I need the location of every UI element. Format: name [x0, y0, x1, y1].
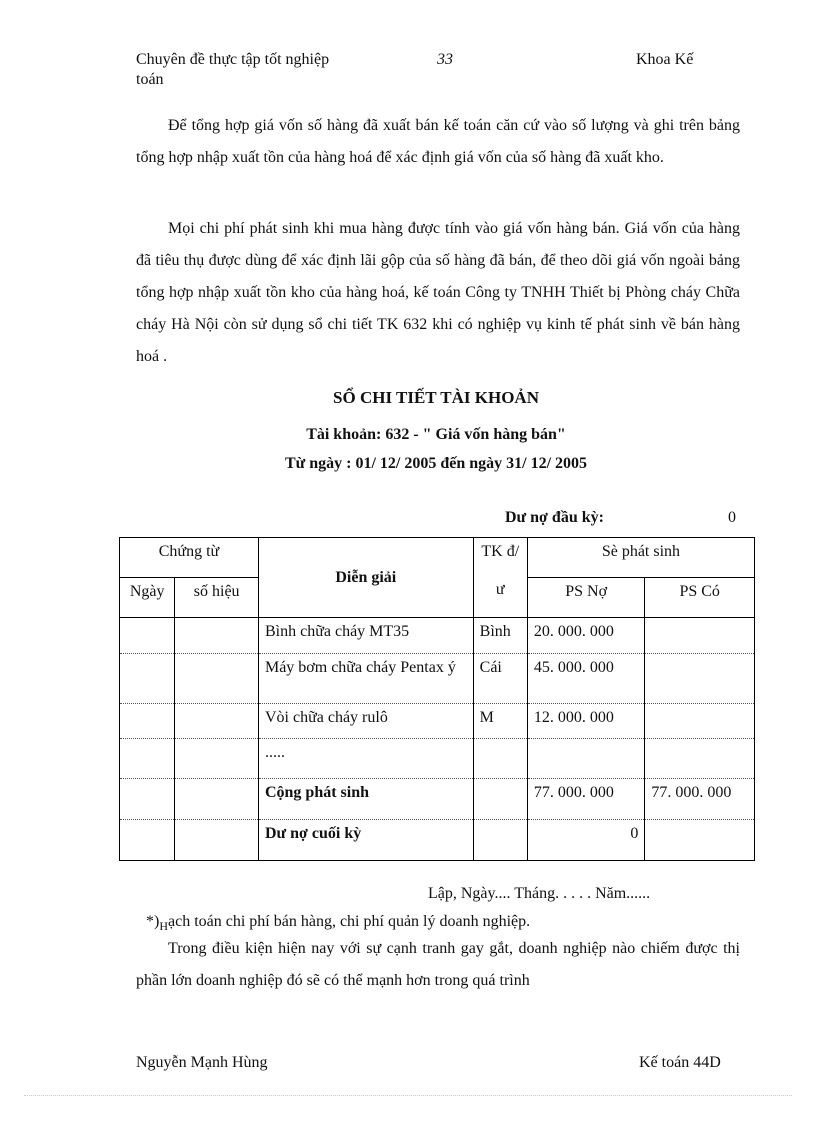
- row-account: M: [473, 704, 527, 739]
- row-description: Máy bơm chữa cháy Pentax ý: [258, 654, 473, 704]
- page-number: 33: [437, 51, 453, 68]
- opening-balance-value: 0: [728, 509, 736, 526]
- table-row: [120, 618, 755, 654]
- paragraph-2: Mọi chi phí phát sinh khi mua hàng được tính vào giá vốn hàng bán. Giá vốn của hàng đã tiêu thụ được dùng để xác định lãi gộp của số hàng đã bán, để theo dõi giá vốn ngoài bảng tổng hợp nhập xuất tồn kho của hàng hoá, kế toán Công ty TNHH Thiết bị Phòng cháy Chữa cháy Hà Nội còn sử dụng sổ chi tiết TK 632 khi có nghiệp vụ kinh tế phát sinh về bán hàng hoá .: [136, 220, 740, 365]
- row-debit: 45. 000. 000: [527, 654, 645, 704]
- voucher-header: Chứng từ: [120, 538, 259, 578]
- footer-class: Kế toán 44D: [639, 1054, 721, 1071]
- header-title-cont: toán: [136, 71, 164, 88]
- row-account: [473, 739, 527, 779]
- row-debit: [527, 739, 645, 779]
- row-debit: 20. 000. 000: [527, 618, 645, 654]
- ledger-account: Tài khoản: 632 - " Giá vốn hàng bán": [306, 426, 566, 443]
- credit-header: PS Có: [645, 578, 755, 618]
- ledger-title: SỔ CHI TIẾT TÀI KHOẢN: [333, 388, 539, 407]
- subheading: [146, 913, 530, 931]
- row-debit: 12. 000. 000: [527, 704, 645, 739]
- closing-value: 0: [527, 820, 645, 861]
- total-credit: 77. 000. 000: [645, 779, 755, 820]
- row-credit: [645, 618, 755, 654]
- row-description: .....: [258, 739, 473, 779]
- account-header-line1: TK đ/: [481, 543, 520, 560]
- ledger-period: Từ ngày : 01/ 12/ 2005 đến ngày 31/ 12/ 2005: [284, 455, 588, 472]
- row-account: Cái: [473, 654, 527, 704]
- page-bottom-divider: [24, 1095, 792, 1096]
- paragraph-3: Trong điều kiện hiện nay với sự cạnh tranh gay gắt, doanh nghiệp nào chiếm được thị phần lớn doanh nghiệp đó sẽ có thể mạnh hơn trong quá trình: [136, 940, 740, 989]
- row-credit: [645, 654, 755, 704]
- account-header: [473, 538, 527, 618]
- date-header: Ngày: [120, 578, 175, 618]
- number-header: số hiệu: [175, 578, 259, 618]
- header-left: [136, 50, 329, 90]
- header-right: Khoa Kế: [636, 51, 694, 68]
- subheading-text: ạch toán chi phí bán hàng, chi phí quản lý doanh nghiệp.: [168, 913, 531, 930]
- total-row: [120, 779, 755, 820]
- total-debit: 77. 000. 000: [527, 779, 645, 820]
- arising-header: Sè phát sinh: [527, 538, 754, 578]
- row-credit: [645, 704, 755, 739]
- closing-label: Dư nợ cuối kỳ: [258, 820, 473, 861]
- opening-balance-label: Dư nợ đầu kỳ:: [505, 509, 604, 526]
- row-description: Vòi chữa cháy rulô: [258, 704, 473, 739]
- row-description: Bình chữa cháy MT35: [258, 618, 473, 654]
- ledger-table: [119, 537, 755, 861]
- closing-row: [120, 820, 755, 861]
- paragraph-1: Để tổng hợp giá vốn số hàng đã xuất bán kế toán căn cứ vào số lượng và ghi trên bảng tổng hợp nhập xuất tồn của hàng hoá để xác định giá vốn của số hàng đã xuất kho.: [136, 117, 740, 166]
- footer-author: Nguyễn Mạnh Hùng: [136, 1054, 268, 1071]
- row-account: Bình: [473, 618, 527, 654]
- header-row-1: [120, 538, 755, 578]
- signature-line: Lập, Ngày.... Tháng. . . . . Năm......: [428, 885, 651, 902]
- table-row: [120, 654, 755, 704]
- total-label: Cộng phát sinh: [258, 779, 473, 820]
- subheading-prefix: *): [146, 913, 160, 930]
- account-header-line2: ư: [495, 581, 505, 598]
- row-credit: [645, 739, 755, 779]
- subheading-initial: H: [159, 919, 168, 933]
- table-row: [120, 704, 755, 739]
- description-header: Diễn giải: [258, 538, 473, 618]
- header-title: Chuyên đề thực tập tốt nghiệp: [136, 51, 330, 68]
- table-row: [120, 739, 755, 779]
- debit-header: PS Nợ: [527, 578, 645, 618]
